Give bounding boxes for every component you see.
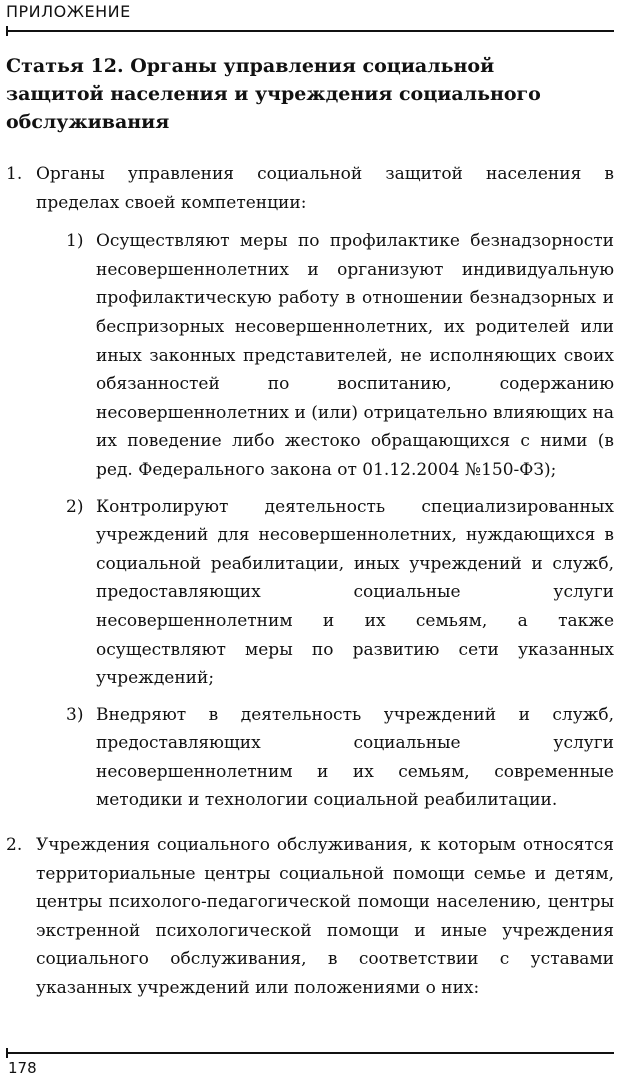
bottom-rule [6, 1052, 614, 1054]
article-title: Статья 12. Органы управления социальной защитой населения и учреждения социального обслуживания [6, 55, 541, 133]
section-title: ПРИЛОЖЕНИЕ [6, 2, 131, 21]
page-number: 178 [8, 1059, 37, 1077]
item-text: Органы управления социальной защитой населения в пределах своей компетенции: [36, 164, 614, 213]
item-body [36, 160, 614, 823]
item-text: Учреждения социального обслуживания, к которым относятся территориальные центры социальной помощи семье и детям, центры психолого-педагогической помощи населению, центры экстренной психологической помощи и иные учреждения социального обслуживания, в соответствии с уставами указанных учреждений или положениями о них: [36, 835, 614, 999]
subitem-number: 2) [66, 496, 84, 517]
subitem-number: 1) [66, 231, 84, 252]
item-number: 2. [6, 835, 23, 856]
subitem-text: Контролируют деятельность специализированных учреждений для несовершеннолетних, нуждающихся в социальной реабилитации, иных учреждений и служб, предоставляющих социальные услуги несовершеннолетним и их семьям, а также осуществляют меры по развитию сети указанных учреждений; [96, 496, 614, 689]
subitem-number: 3) [66, 704, 84, 725]
sublist-item [66, 227, 614, 484]
running-header [6, 2, 614, 22]
sublist-item [66, 493, 614, 693]
subitem-text: Внедряют в деятельность учреждений и служб, предоставляющих социальные услуги несовершеннолетним и их семьям, современные методики и технологии социальной реабилитации. [96, 704, 614, 811]
page-content [6, 52, 614, 1011]
item-number: 1. [6, 164, 23, 184]
list-item [6, 831, 614, 1003]
sublist [66, 227, 614, 815]
sublist-item [66, 701, 614, 815]
subitem-text: Осуществляют меры по профилактике безнадзорности несовершеннолетних и организуют индивидуальную профилактическую работу в отношении безнадзорных и беспризорных несовершеннолетних, их родителей или иных законных представителей, не исполняющих своих обязанностей по воспитанию, содержанию несовершеннолетних и (или) отрицательно влияющих на их поведение либо жестоко обращающихся с ними (в ред. Федерального закона от 01.12.2004 №150-ФЗ); [96, 231, 614, 480]
top-rule [6, 30, 614, 32]
list-item [6, 160, 614, 823]
